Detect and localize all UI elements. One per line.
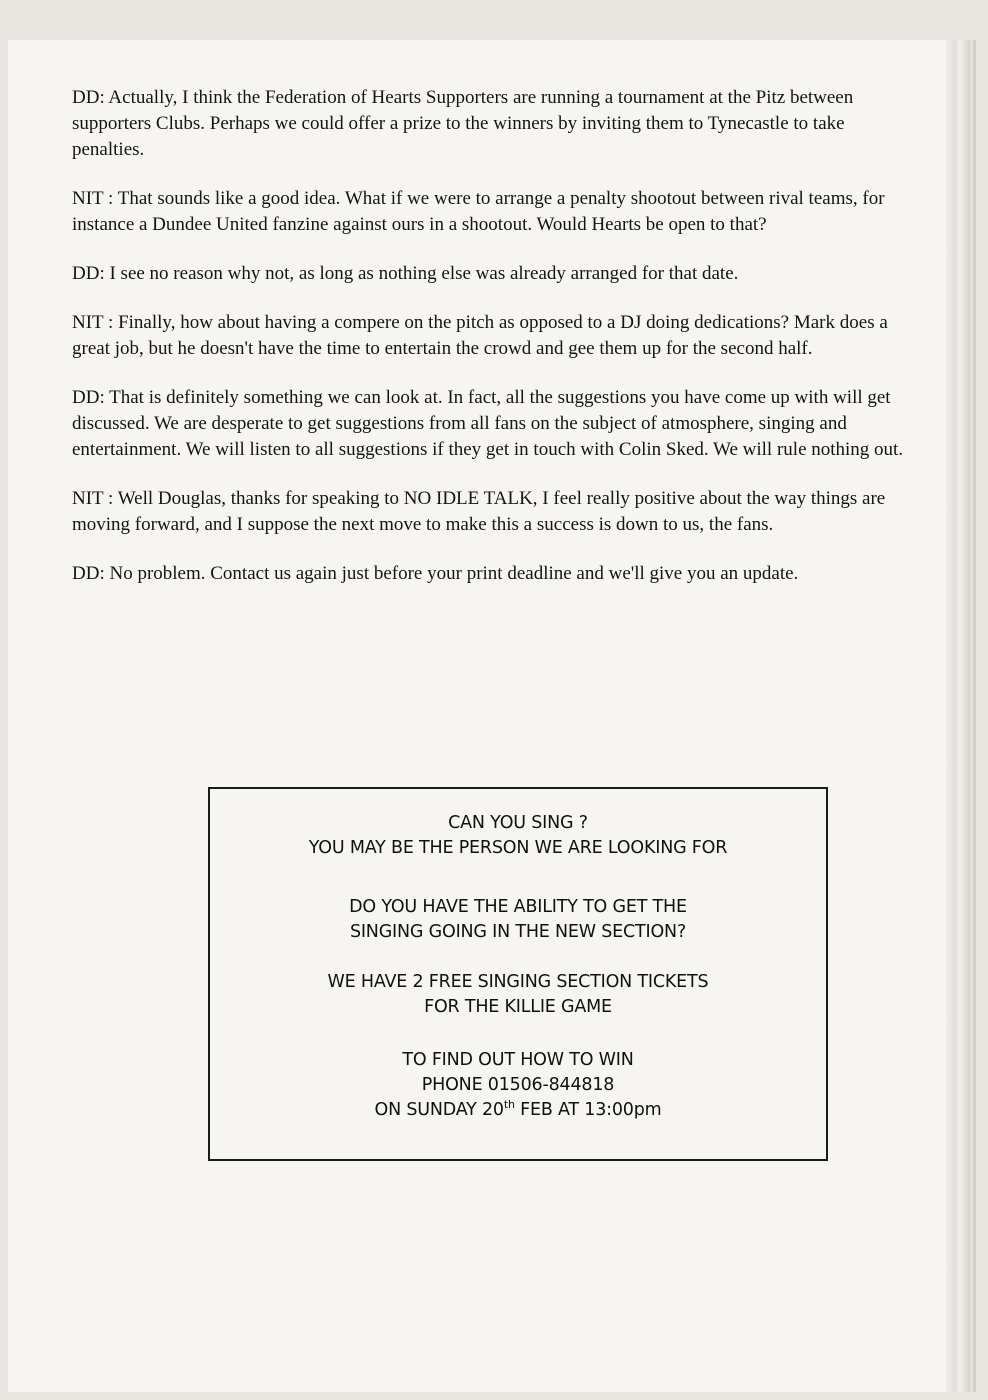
- advert-question: [210, 895, 826, 945]
- singing-advert-box: [208, 787, 828, 1161]
- advert-line: WE HAVE 2 FREE SINGING SECTION TICKETS: [327, 972, 709, 992]
- interview-paragraph: NIT : Finally, how about having a compere on the pitch as opposed to a DJ doing dedications? Mark does a great job, but he doesn't have the time to entertain the crowd and gee them up for the second half.: [72, 312, 888, 359]
- document-page: [8, 40, 968, 1392]
- advert-line: TO FIND OUT HOW TO WIN: [402, 1050, 634, 1070]
- interview-text: [72, 85, 918, 610]
- advert-date: [210, 1098, 826, 1123]
- advert-date-pre: ON SUNDAY 20: [374, 1100, 504, 1120]
- advert-line: YOU MAY BE THE PERSON WE ARE LOOKING FOR: [308, 838, 728, 858]
- advert-headline: [210, 811, 826, 861]
- advert-line: DO YOU HAVE THE ABILITY TO GET THE: [349, 897, 687, 917]
- advert-date-suffix: th: [503, 1098, 515, 1112]
- advert-date-post: FEB AT 13:00pm: [514, 1100, 662, 1120]
- interview-paragraph: NIT : That sounds like a good idea. What if we were to arrange a penalty shootout between rival teams, for instance a Dundee United fanzine against ours in a shootout. Would Hearts be open to that?: [72, 188, 885, 235]
- interview-paragraph: DD: I see no reason why not, as long as nothing else was already arranged for that date.: [72, 263, 739, 284]
- interview-paragraph: DD: Actually, I think the Federation of Hearts Supporters are running a tournament at the Pitz between supporters Clubs. Perhaps we could offer a prize to the winners by inviting them to Tynecastle to take penalties.: [72, 87, 854, 160]
- advert-line: CAN YOU SING ?: [448, 813, 588, 833]
- advert-contact: [210, 1048, 826, 1123]
- page-stack-edge: [946, 40, 968, 1392]
- advert-offer: [210, 970, 826, 1020]
- advert-line: SINGING GOING IN THE NEW SECTION?: [349, 922, 687, 942]
- interview-paragraph: DD: No problem. Contact us again just before your print deadline and we'll give you an update.: [72, 563, 799, 584]
- advert-line: FOR THE KILLIE GAME: [424, 997, 612, 1017]
- interview-paragraph: DD: That is definitely something we can look at. In fact, all the suggestions you have come up with will get discussed. We are desperate to get suggestions from all fans on the subject of atmosphere, singing and entertainment. We will listen to all suggestions if they get in touch with Colin Sked. We will rule nothing out.: [72, 387, 904, 460]
- interview-paragraph: NIT : Well Douglas, thanks for speaking to NO IDLE TALK, I feel really positive about the way things are moving forward, and I suppose the next move to make this a success is down to us, the fans.: [72, 488, 886, 535]
- advert-phone: PHONE 01506-844818: [421, 1075, 615, 1095]
